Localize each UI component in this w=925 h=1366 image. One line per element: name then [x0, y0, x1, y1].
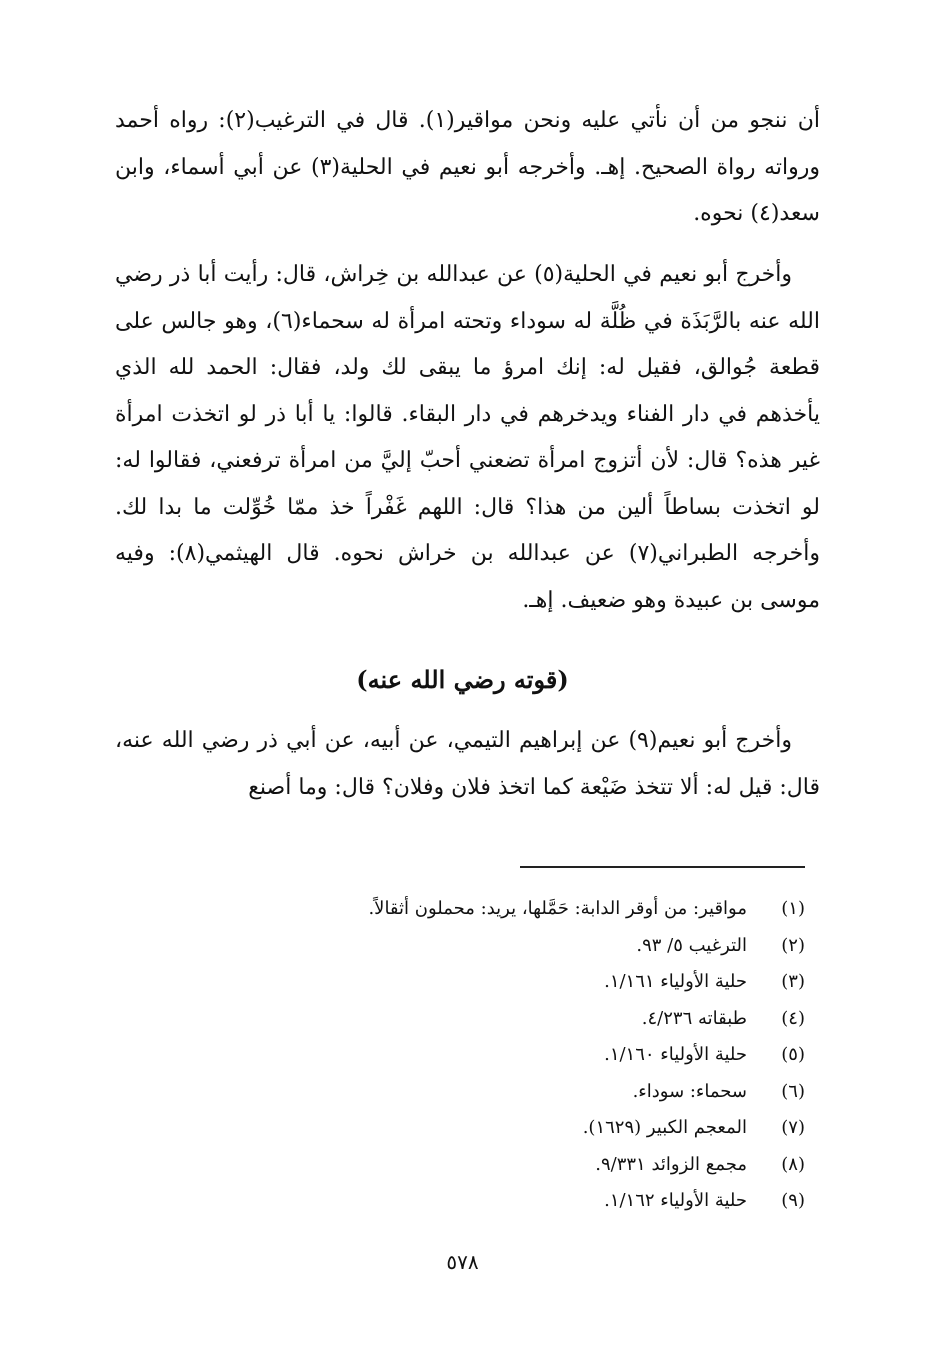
footnote-number: (٥) [781, 1044, 805, 1065]
footnote-separator [520, 866, 805, 868]
footnote-number: (٩) [781, 1190, 805, 1211]
footnote-number: (٣) [781, 971, 805, 992]
footnote-number: (٤) [781, 1007, 805, 1029]
footnote-text: حلية الأولياء ١/١٦١. [604, 971, 747, 992]
footnote-item [185, 1190, 805, 1227]
footnotes [185, 898, 805, 1227]
footnote-text: حلية الأولياء ١/١٦٠. [604, 1044, 747, 1065]
footnote-item [185, 1008, 805, 1045]
footnote-item [185, 1044, 805, 1081]
footnote-number: (٢) [781, 934, 805, 956]
page-number: ٥٧٨ [446, 1250, 479, 1274]
footnote-number: (٨) [781, 1153, 805, 1175]
paragraph-3: وأخرج أبو نعيم(٩) عن إبراهيم التيمي، عن أبيه، عن أبي ذر رضي الله عنه، قال: قيل له: ألا تتخذ ضَيْعة كما اتخذ فلان وفلان؟ قال: وما أصنع [115, 728, 820, 800]
footnote-number: (٦) [781, 1080, 805, 1102]
footnote-item [185, 971, 805, 1008]
footnote-text: مجمع الزوائد ٩/٣٣١. [595, 1153, 747, 1175]
footnote-text: مواقير: من أوقر الدابة: حَمَّلها، يريد: محملون أثقالاً. [368, 898, 747, 919]
footnote-text: سحماء: سوداء. [632, 1080, 747, 1102]
footnote-text: المعجم الكبير (١٦٢٩). [582, 1117, 747, 1138]
paragraph-1: أن ننجو من أن نأتي عليه ونحن مواقير(١). قال في الترغيب(٢): رواه أحمد ورواته رواة الصحيح. إهـ. وأخرجه أبو نعيم في الحلية(٣) عن أبي أسماء، وابن سعد(٤) نحوه. [115, 108, 820, 226]
paragraph-2: وأخرج أبو نعيم في الحلية(٥) عن عبدالله بن خِراش، قال: رأيت أبا ذر رضي الله عنه بالرَّبَذَة في ظُلَّة له سوداء وتحته امرأة له سحماء(٦)، وهو جالس على قطعة جُوالق، فقيل له: إنك امرؤ ما يبقى لك ولد، فقال: الحمد لله الذي يأخذهم في دار الفناء ويدخرهم في دار البقاء. قالوا: يا أبا ذر لو اتخذت امرأة غير هذه؟ قال: لأن أتزوج امرأة تضعني أحبّ إليَّ من امرأة ترفعني، فقالوا له: لو اتخذت بساطاً ألين من هذا؟ قال: اللهم غَفْراً خذ ممّا خُوِّلت ما بدا لك. وأخرجه الطبراني(٧) عن عبدالله بن خراش نحوه. قال الهيثمي(٨): وفيه موسى بن عبيدة وهو ضعيف. إهـ. [115, 262, 820, 613]
footnote-item [185, 898, 805, 935]
footnote-item [185, 935, 805, 972]
footnote-text: طبقاته ٤/٢٣٦. [641, 1007, 747, 1029]
footnote-text: حلية الأولياء ١/١٦٢. [604, 1190, 747, 1211]
footnote-item [185, 1154, 805, 1191]
footnote-item [185, 1117, 805, 1154]
footnote-number: (١) [781, 898, 805, 919]
section-heading: (قوته رضي الله عنه) [356, 665, 569, 694]
footnote-text: الترغيب ٥/ ٩٣. [636, 934, 747, 956]
footnote-number: (٧) [781, 1117, 805, 1138]
footnote-item [185, 1081, 805, 1118]
